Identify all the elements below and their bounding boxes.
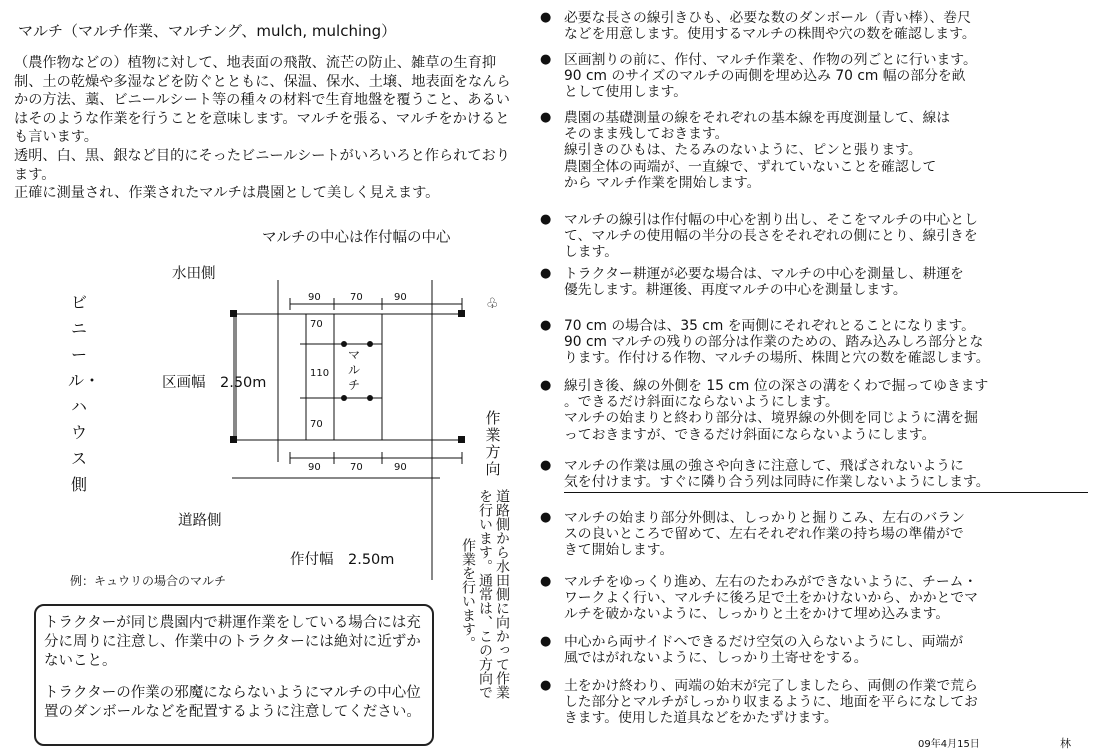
instruction-line: ワークよく行い、マルチに後ろ足で土をかけないから、かかとでマ: [564, 590, 978, 607]
instruction-item: [540, 266, 1088, 298]
bullet-icon: ●: [540, 458, 552, 473]
instruction-line: スの良いところで留めて、左右それぞれ作業の持ち場の準備がで: [564, 526, 964, 543]
instruction-line: マルチの始まりと終わり部分は、境界線の外側を同じように溝を掘: [564, 410, 978, 427]
crop-width-label: 作付幅 2.50m: [290, 552, 395, 568]
instruction-line: っておきますが、できるだけ斜面にならないようにします。: [564, 426, 936, 443]
bullet-icon: ●: [540, 678, 552, 693]
bullet-icon: ●: [540, 510, 552, 525]
road-direction-note: 道路側から水田側に向かって作業を行います。通常は、この方向で作業を行います。: [460, 489, 510, 699]
instruction-item: [540, 634, 1088, 666]
instruction-line: 70 cm の場合は、35 cm を両側にそれぞれとることになります。: [564, 318, 975, 334]
instruction-line: として使用します。: [564, 84, 688, 101]
instruction-line: 必要な長さの線引きひも、必要な数のダンボール（青い棒）、巻尺: [564, 10, 971, 26]
instruction-line: そのまま残しておきます。: [564, 126, 729, 143]
instruction-item: [540, 510, 1088, 559]
instruction-item: [540, 458, 1088, 493]
instruction-line: て、マルチの使用幅の半分の長さをそれぞれの側にとり、線引きを: [564, 228, 978, 245]
instruction-line: から マルチ作業を開始します。: [564, 174, 761, 191]
intro-paragraph: 透明、白、黒、銀など目的にそったビニールシートがいろいろと作られております。: [14, 147, 510, 183]
warning-paragraph: トラクターの作業の邪魔にならないようにマルチの中心位置のダンボールなどを配置するように注意してください。: [44, 685, 421, 720]
dim-bottom-90-left: 90: [308, 462, 321, 473]
instruction-line: 優先します。耕運後、再度マルチの中心を測量します。: [564, 282, 907, 299]
instruction-line: マルチの始まり部分外側は、しっかりと掘りこみ、左右のバラン: [564, 510, 965, 526]
dim-vertical-70-top: 70: [310, 319, 323, 330]
instruction-line: 90 cm のサイズのマルチの両側を埋め込み 70 cm 幅の部分を畝: [564, 68, 966, 85]
instruction-line: などを用意します。使用するマルチの株間や穴の数を確認します。: [564, 26, 976, 43]
diagram-center-label: マルチの中心は作付幅の中心: [262, 230, 451, 246]
instruction-item: [540, 212, 1088, 261]
tractor-warning-box: [34, 604, 434, 746]
dim-bottom-70: 70: [350, 462, 363, 473]
footer-date: 09年4月15日: [918, 739, 980, 750]
instruction-line: ります。作付ける作物、マルチの場所、株間と穴の数を確認します。: [564, 350, 990, 367]
instruction-item: [540, 574, 1088, 623]
instruction-line: 区画割りの前に、作付、マルチ作業を、作物の列ごとに行います。: [564, 52, 977, 68]
instruction-line: 中心から両サイドへできるだけ空気の入らないようにし、両端が: [564, 634, 964, 650]
document-heading: マルチ（マルチ作業、マルチング、mulch, mulching）: [18, 22, 397, 40]
instruction-line: きます。使用した道具などをかたずけます。: [564, 710, 838, 727]
instruction-line: 。できるだけ斜面にならないようにします。: [564, 394, 839, 411]
instruction-line: した部分とマルチがしっかり収まるように、地面を平らになしてお: [564, 694, 978, 711]
warning-paragraph: トラクターが同じ農園内で耕運作業をしている場合には充分に周りに注意し、作業中のトラクターには絶対に近ずかないこと。: [44, 615, 421, 669]
bullet-icon: ●: [540, 378, 552, 393]
dim-vertical-70-bottom: 70: [310, 419, 323, 430]
instruction-line: マルチの線引は作付幅の中心を割り出し、そこをマルチの中心とし: [564, 212, 978, 228]
bullet-icon: ●: [540, 110, 552, 125]
instruction-item: [540, 110, 1088, 191]
intro-paragraph: （農作物などの）植物に対して、地表面の飛散、流芒の防止、雑草の生育抑制、土の乾燥や多湿などを防ぐとともに、保温、保水、土壌、地表面をなんらかの方法、藁、ビニールシート等の種々の材料で生育地盤を覆うこと、あるいはそのような作業を行うことを意味します。マルチを張る、マルチをかけるとも言います。: [14, 55, 511, 146]
dim-top-90-right: 90: [394, 292, 407, 303]
mulch-label: マルチ: [347, 348, 360, 392]
vinyl-house-side-label: ビニール・ハウス 側: [68, 293, 101, 494]
instruction-line: マルチをゆっくり進め、左右のたわみができないように、チーム・: [564, 574, 978, 590]
footer-author: 林: [1060, 737, 1071, 750]
bullet-icon: ●: [540, 574, 552, 589]
instruction-line: 90 cm マルチの残りの部分は作業のための、踏み込みしろ部分とな: [564, 334, 984, 351]
instruction-line: マルチの作業は風の強さや向きに注意して、飛ばされないように: [564, 458, 964, 474]
instruction-line: 農園全体の両端が、一直線で、ずれていないことを確認して: [564, 158, 937, 175]
instruction-line: きて開始します。: [564, 542, 674, 559]
bullet-icon: ●: [540, 318, 552, 333]
dim-vertical-110: 110: [310, 368, 330, 379]
work-direction-label: 作業方向: [485, 409, 501, 478]
instruction-line: 線引き後、線の外側を 15 cm 位の深さの溝をくわで掘ってゆきます: [564, 378, 989, 394]
plot-width-label: 区画幅 2.50m: [162, 375, 267, 391]
example-caption: 例：キュウリの場合のマルチ: [70, 574, 227, 588]
bullet-icon: ●: [540, 10, 552, 25]
intro-paragraph: 正確に測量され、作業されたマルチは農園として美しく見えます。: [14, 185, 440, 202]
bullet-icon: ●: [540, 212, 552, 227]
instruction-line: します。: [564, 244, 619, 261]
instruction-item: [540, 378, 1088, 443]
instruction-item: [540, 678, 1088, 727]
instruction-line: 線引きのひもは、たるみのないように、ピンと張ります。: [564, 142, 922, 159]
paddy-side-label: 水田側: [172, 266, 216, 282]
instruction-line: 農園の基礎測量の線をそれぞれの基本線を再度測量して、線は: [564, 110, 951, 126]
dim-top-70: 70: [350, 292, 363, 303]
instruction-line: 土をかけ終わり、両端の始末が完了しましたら、両側の作業で荒ら: [564, 678, 978, 694]
instruction-line: トラクター耕運が必要な場合は、マルチの中心を測量し、耕運を: [564, 266, 964, 282]
instruction-line: 風ではがれないように、しっかり土寄せをする。: [564, 650, 868, 667]
dim-top-90-left: 90: [308, 292, 321, 303]
instruction-line: 気を付けます。すぐに隣り合う列は同時に作業しないようにします。: [564, 474, 1088, 493]
club-mark: ♧: [486, 296, 499, 312]
instruction-line: ルチを破かないように、しっかりと土をかけて埋め込みます。: [564, 606, 950, 623]
dim-bottom-90-right: 90: [394, 462, 407, 473]
bullet-icon: ●: [540, 634, 552, 649]
bullet-icon: ●: [540, 52, 552, 67]
instruction-item: [540, 52, 1088, 101]
road-side-label: 道路側: [178, 513, 222, 529]
instruction-item: [540, 318, 1088, 367]
bullet-icon: ●: [540, 266, 552, 281]
instruction-item: [540, 10, 1088, 42]
